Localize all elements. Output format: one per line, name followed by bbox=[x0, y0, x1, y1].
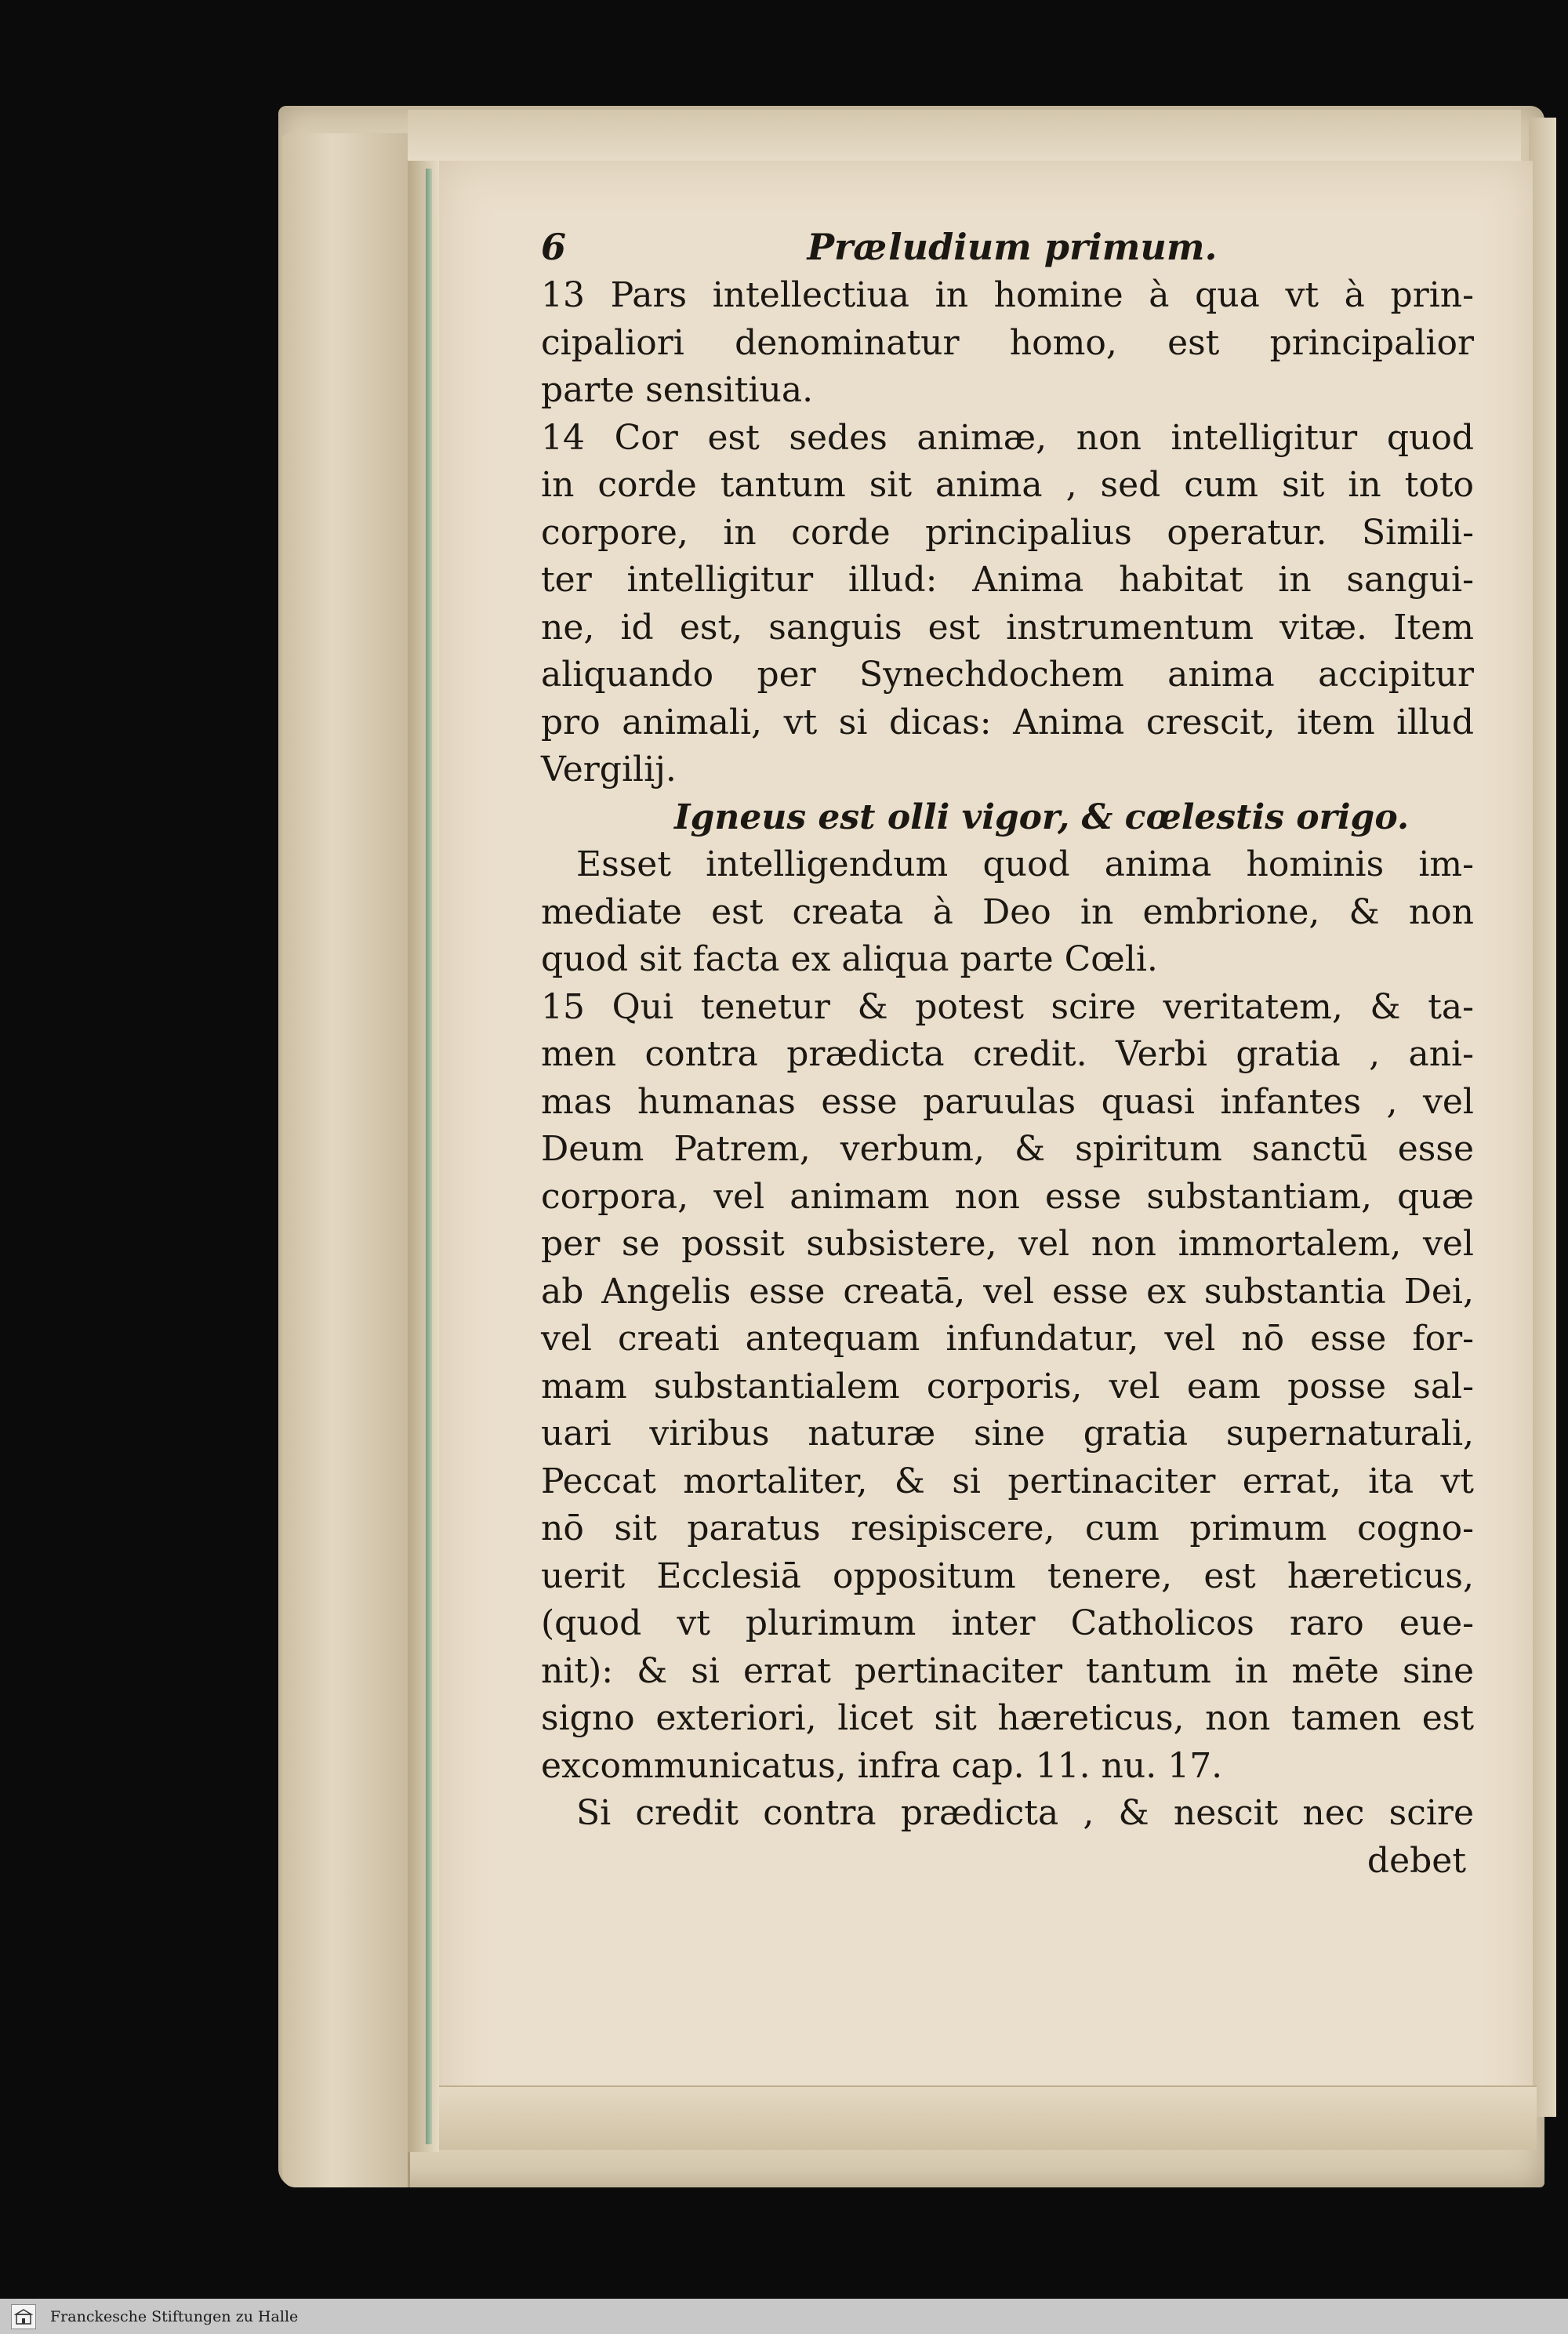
text-line: men contra prædicta credit. Verbi gratia , ani- bbox=[541, 1034, 1474, 1074]
cover-edge bbox=[282, 133, 410, 2187]
text-line: ne, id est, sanguis est instrumentum vitæ. Item bbox=[541, 607, 1474, 648]
footer-label: Franckesche Stiftungen zu Halle bbox=[50, 2307, 299, 2325]
text-line: nō sit paratus resipiscere, cum primum cogno- bbox=[541, 1508, 1474, 1548]
text-line: nit): & si errat pertinaciter tantum in mēte sine bbox=[541, 1650, 1474, 1691]
text-line: ter intelligitur illud: Anima habitat in sangui- bbox=[541, 560, 1474, 600]
text-line: quod sit facta ex aliqua parte Cœli. bbox=[541, 939, 1158, 979]
text-line: 14 Cor est sedes animæ, non intelligitur quod bbox=[541, 417, 1474, 458]
page-stack-top bbox=[408, 110, 1521, 166]
catchword: debet bbox=[1367, 1840, 1466, 1881]
text-line: parte sensitiua. bbox=[541, 370, 814, 410]
text-line: uerit Ecclesiā oppositum tenere, est hæreticus, bbox=[541, 1555, 1474, 1596]
spine-gutter bbox=[408, 161, 439, 2152]
text-line: aliquando per Synechdochem anima accipitur bbox=[541, 655, 1474, 695]
page-text bbox=[541, 223, 1474, 1885]
text-line: excommunicatus, infra cap. 11. nu. 17. bbox=[541, 1745, 1223, 1786]
verse-quotation: Igneus est olli vigor, & cœlestis origo. bbox=[674, 797, 1410, 837]
text-line: 13 Pars intellectiua in homine à qua vt à prin- bbox=[541, 275, 1474, 315]
text-line: (quod vt plurimum inter Catholicos raro eue- bbox=[541, 1603, 1474, 1643]
text-line: mam substantialem corporis, vel eam posse sal- bbox=[541, 1366, 1474, 1407]
text-line: signo exteriori, licet sit hæreticus, non tamen est bbox=[541, 1698, 1474, 1738]
page-number: 6 bbox=[541, 226, 567, 268]
text-line: mas humanas esse paruulas quasi infantes , vel bbox=[541, 1081, 1474, 1122]
text-line: per se possit subsistere, vel non immortalem, vel bbox=[541, 1224, 1474, 1264]
text-line: vel creati antequam infundatur, vel nō esse for- bbox=[541, 1319, 1474, 1359]
text-line: Peccat mortaliter, & si pertinaciter errat, ita vt bbox=[541, 1461, 1474, 1501]
text-line: pro animali, vt si dicas: Anima crescit, item illud bbox=[541, 702, 1474, 742]
text-line: Si credit contra prædicta , & nescit nec scire bbox=[576, 1793, 1474, 1833]
running-header bbox=[541, 223, 1474, 272]
building-icon bbox=[14, 2307, 33, 2326]
running-title: Prӕludium primum. bbox=[807, 226, 1218, 268]
page-stack-right bbox=[1529, 118, 1556, 2117]
text-line: uari viribus naturæ sine gratia supernaturali, bbox=[541, 1414, 1474, 1454]
text-line: ab Angelis esse creatā, vel esse ex substantia Dei, bbox=[541, 1271, 1474, 1312]
text-line: 15 Qui tenetur & potest scire veritatem, & ta- bbox=[541, 986, 1474, 1027]
text-line: mediate est creata à Deo in embrione, & non bbox=[541, 891, 1474, 932]
text-line: Vergilij. bbox=[541, 750, 677, 789]
endpaper-edge bbox=[426, 169, 432, 2144]
page-stack-bottom bbox=[439, 2085, 1537, 2150]
text-line: in corde tantum sit anima , sed cum sit in toto bbox=[541, 465, 1474, 505]
text-line: cipaliori denominatur homo, est principalior bbox=[541, 322, 1474, 363]
institution-logo bbox=[11, 2304, 36, 2329]
text-line: corpora, vel animam non esse substantiam, quæ bbox=[541, 1176, 1474, 1217]
text-line: Deum Patrem, verbum, & spiritum sanctū esse bbox=[541, 1129, 1474, 1169]
text-line: Esset intelligendum quod anima hominis im- bbox=[576, 844, 1474, 884]
footer-bar bbox=[0, 2299, 1568, 2334]
text-line: corpore, in corde principalius operatur. Simili- bbox=[541, 512, 1474, 553]
